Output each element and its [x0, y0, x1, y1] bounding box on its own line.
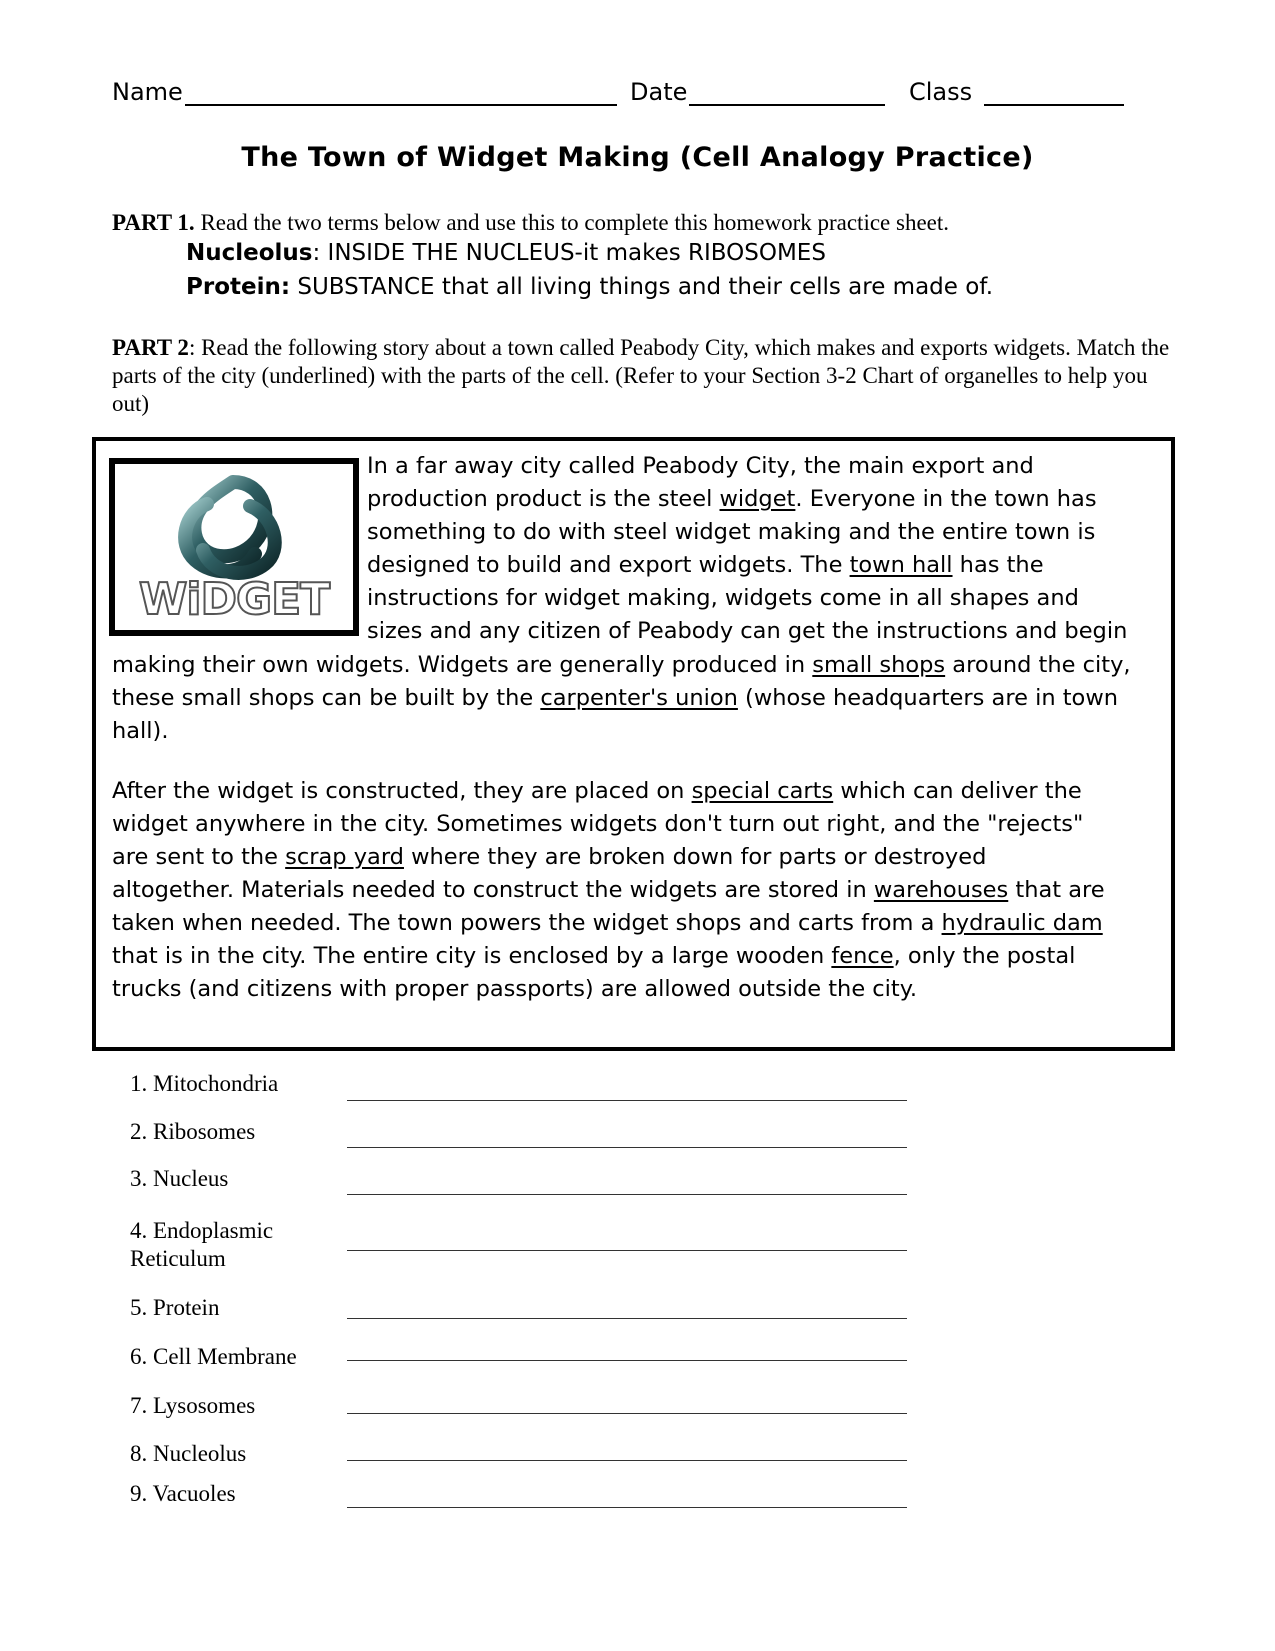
underlined-term: special carts	[691, 778, 834, 804]
term-definition: : INSIDE THE NUCLEUS-it makes RIBOSOMES	[312, 240, 826, 266]
term-protein	[186, 274, 993, 300]
answer-line[interactable]	[347, 1360, 907, 1361]
list-item: 1. Mitochondria	[130, 1071, 279, 1096]
page-title: The Town of Widget Making (Cell Analogy Practice)	[241, 142, 1034, 173]
answer-line[interactable]	[347, 1250, 907, 1251]
story-line: that is in the city. The entire city is enclosed by a large wooden fence, only the postal	[112, 943, 1076, 969]
list-item: 5. Protein	[130, 1295, 220, 1320]
story-line: instructions for widget making, widgets come in all shapes and	[367, 585, 1079, 611]
date-blank[interactable]	[689, 80, 885, 106]
story-line: In a far away city called Peabody City, the main export and	[367, 453, 1034, 479]
list-item: 7. Lysosomes	[130, 1393, 256, 1418]
part1-label: PART 1.	[112, 210, 195, 235]
story-line: something to do with steel widget making and the entire town is	[367, 519, 1096, 545]
class-label: Class	[909, 78, 973, 106]
list-item: 4. Endoplasmic	[130, 1218, 274, 1243]
underlined-term: hydraulic dam	[941, 910, 1103, 936]
answer-line[interactable]	[347, 1100, 907, 1101]
widget-logo	[109, 458, 359, 636]
header-row	[112, 78, 1162, 110]
list-item: 2. Ribosomes	[130, 1119, 256, 1144]
logo-text: WiDGET	[138, 574, 330, 625]
answer-line[interactable]	[347, 1507, 907, 1508]
term-nucleolus	[186, 240, 826, 266]
story-line: making their own widgets. Widgets are generally produced in small shops around the city,	[112, 652, 1131, 678]
answer-line[interactable]	[347, 1147, 907, 1148]
story-box	[92, 437, 1175, 1051]
story-line: designed to build and export widgets. The town hall has the	[367, 552, 1044, 578]
term-name: Protein:	[186, 274, 291, 300]
term-name: Nucleolus	[186, 240, 313, 266]
answer-line[interactable]	[347, 1460, 907, 1461]
class-blank[interactable]	[984, 80, 1124, 106]
list-item: 8. Nucleolus	[130, 1441, 247, 1466]
underlined-term: fence	[831, 943, 894, 969]
list-item-continued: Reticulum	[130, 1246, 226, 1271]
part1-instructions	[112, 210, 1172, 236]
list-item: 9. Vacuoles	[130, 1481, 236, 1506]
story-line: taken when needed. The town powers the widget shops and carts from a hydraulic dam	[112, 910, 1103, 936]
date-field[interactable]	[630, 78, 885, 106]
story-line: are sent to the scrap yard where they are broken down for parts or destroyed	[112, 844, 987, 870]
underlined-term: town hall	[849, 552, 953, 578]
name-blank[interactable]	[185, 80, 617, 106]
answer-line[interactable]	[347, 1194, 907, 1195]
part2-label: PART 2	[112, 335, 189, 360]
underlined-term: scrap yard	[285, 844, 404, 870]
story-line: widget anywhere in the city. Sometimes widgets don't turn out right, and the "rejects"	[112, 811, 1084, 837]
list-item: 6. Cell Membrane	[130, 1344, 297, 1369]
answer-line[interactable]	[347, 1318, 907, 1319]
part2-text: : Read the following story about a town called Peabody City, which makes and exports widgets. Match the parts of the city (underlined) with the parts of the cell. (Refer to your Section 3-2 Chart of organelles to help you out)	[112, 335, 1170, 416]
part1-text: Read the two terms below and use this to complete this homework practice sheet.	[194, 210, 950, 235]
date-label: Date	[630, 78, 688, 106]
underlined-term: widget	[719, 486, 796, 512]
answer-line[interactable]	[347, 1413, 907, 1414]
trefoil-knot-icon	[115, 464, 353, 630]
class-field[interactable]	[909, 78, 1124, 106]
underlined-term: small shops	[812, 652, 946, 678]
underlined-term: carpenter's union	[540, 685, 738, 711]
name-label: Name	[112, 78, 183, 106]
underlined-term: warehouses	[873, 877, 1009, 903]
story-line: sizes and any citizen of Peabody can get the instructions and begin	[367, 618, 1128, 644]
story-line: production product is the steel widget. Everyone in the town has	[367, 486, 1097, 512]
story-line: trucks (and citizens with proper passports) are allowed outside the city.	[112, 976, 918, 1002]
story-line: After the widget is constructed, they are placed on special carts which can deliver the	[112, 778, 1082, 804]
name-field[interactable]	[112, 78, 617, 106]
story-line: hall).	[112, 718, 169, 744]
list-item: 3. Nucleus	[130, 1166, 229, 1191]
story-line: altogether. Materials needed to construct the widgets are stored in warehouses that are	[112, 877, 1105, 903]
term-definition: SUBSTANCE that all living things and their cells are made of.	[290, 274, 994, 300]
story-line: these small shops can be built by the carpenter's union (whose headquarters are in town	[112, 685, 1118, 711]
part2-instructions	[112, 334, 1172, 418]
